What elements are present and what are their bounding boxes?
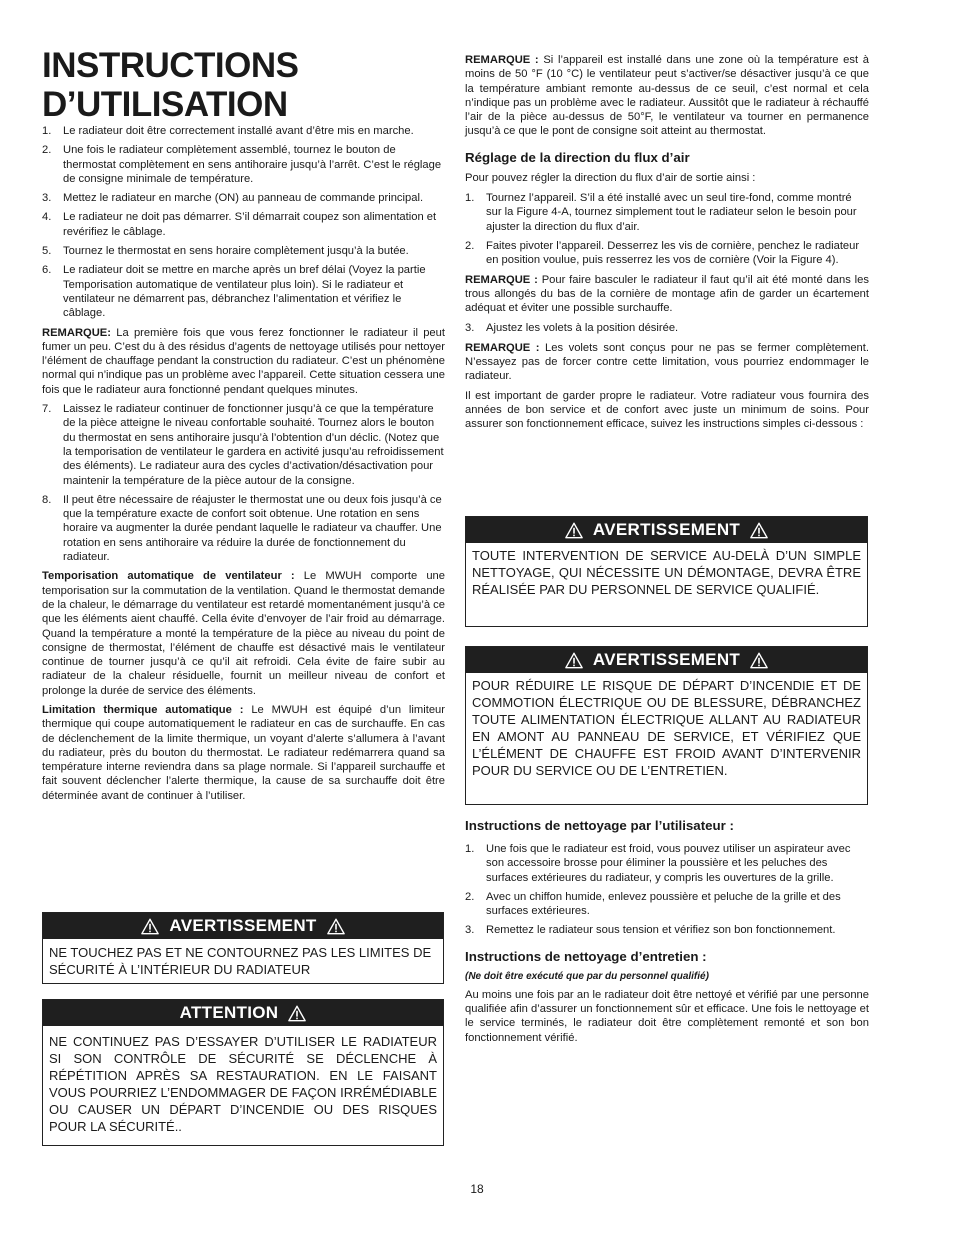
step-5: 5. Tournez le thermostat en sens horaire complètement jusqu’à la butée. — [42, 245, 409, 258]
maintenance-subtitle: (Ne doit être exécuté que par du personnel qualifié) — [465, 970, 709, 982]
warning-title: AVERTISSEMENT — [592, 650, 741, 669]
section-heading-user-cleaning: Instructions de nettoyage par l’utilisateur : — [465, 818, 734, 833]
temporisation-paragraph: Temporisation automatique de ventilateur : Le MWUH comporte une temporisation sur la commutation de la ventilation. Quand le thermostat demande de la chaleur, le démarrage du ventilateur est retardé momentanément jusqu’à ce que les éléments aient chauffé. Cella évite d’envoyer de l’air froid au démarrage. Quand la température a monté la température de la pièce au niveau du point de consigne de thermostat, l’élément de chauffe est désactivé mais le ventilateur continue de tourner jusqu’à ce qu’il ait refroidi. Cela évite de faire subir au radiateur de la chaleur résiduelle, fournit un meilleur niveau de confort et prolonge la durée de service des éléments. — [42, 570, 446, 697]
user-step-1: 1. Une fois que le radiateur est froid, vous pouvez utiliser un aspirateur avec son accessoire brosse pour éliminer la poussière et les peluches des surfaces extérieures du radiateur, y compris les ouvertures de la grille. — [465, 843, 851, 884]
remarque-1: REMARQUE: La première fois que vous ferez fonctionner le radiateur il peut fumer un peu. C’est du à des résidus d’agents de nettoyage utilisés pour nettoyer l’élément de chauffage pendant la construction du radiateur. C’est un phénomène normal qui n’indique pas un problème avec l’appareil. Cette situation cessera une fois que le radiateur aura fonctionné pendant quelques minutes. — [42, 326, 445, 396]
page-number: 18 — [470, 1182, 484, 1196]
limitation-paragraph: Limitation thermique automatique : Le MWUH est équipé d’un limiteur thermique qui coupe automatiquement le radiateur en cas de surchauffe. En cas de déclenchement de la limite thermique, un voyant d’alerte s’allumera à l’avant du radiateur, près du bouton du thermostat. Le radiateur redémarrera quand sa température interne reviendra dans sa plage normale. Si l’appareil surchauffe et fait souvent déclencher l’alerte thermique, la cause de sa surchauffe doit être déterminée avant de continuer à l’utiliser. — [42, 703, 445, 802]
attention-box — [42, 999, 444, 1146]
warning-triangle-icon — [327, 918, 345, 935]
step-2: 2. Une fois le radiateur complètement assemblé, tournez le bouton de thermostat complètement en sens antihoraire jusqu’à l’arrêt. C’est le réglage de consigne minimale de température. — [42, 144, 442, 185]
warning-header — [43, 913, 443, 939]
attention-text: NE CONTINUEZ PAS D’ESSAYER D’UTILISER LE RADIATEUR SI SON CONTRÔLE DE SÉCURITÉ SE DÉCLENCHE À RÉPÉTITION APRÈS SA RESTAURATION. EN LE FAISANT VOUS POURRIEZ L’ENDOMMAGER DE FAÇON IRRÉMÉDIABLE OU CAUSER UN DÉPART D’INCENDIE OU DES RISQUES POUR LA SÉCURITÉ.. — [49, 1034, 437, 1134]
step-1: 1. Le radiateur doit être correctement installé avant d’être mis en marche. — [42, 125, 414, 137]
entretien-intro: Il est important de garder propre le radiateur. Votre radiateur vous fournira des années de bon service et de confort avec juste un minimum de soins. Pour assurer son fonctionnement efficace, suivez les instructions simples ci-dessous : — [465, 389, 869, 431]
remarque-4: REMARQUE : Les volets sont conçus pour ne pas se fermer complètement. N’essayez pas de forcer contre cette limitation, vous pourriez endommager le radiateur. — [465, 341, 869, 383]
warning-triangle-icon — [565, 522, 583, 539]
steps-a — [42, 124, 445, 803]
warning-box-fire — [465, 646, 868, 805]
warning-triangle-icon — [750, 522, 768, 539]
page-title: INSTRUCTIONS D’UTILISATION — [42, 46, 299, 124]
right-bottom — [465, 818, 869, 1045]
remarque-3: REMARQUE : Pour faire basculer le radiateur il faut qu’il ait été monté dans les trous allongés du bas de la cornière de montage afin de garder un écartement adéquat et éviter une possible surchauffe. — [465, 273, 869, 315]
step-8: 8. Il peut être nécessaire de réajuster le thermostat une ou deux fois jusqu’à ce que la température exacte de confort soit obtenue. Une rotation en sens horaire va augmenter la durée pendant laquelle le radiateur va chauffer. Une rotation en sens antihoraire va réduire la durée de fonctionnement du radiateur. — [42, 493, 442, 564]
warning-triangle-icon — [750, 652, 768, 669]
reglage-intro: Pour pouvez régler la direction du flux d’air de sortie ainsi : — [465, 171, 756, 184]
right-top — [465, 53, 869, 432]
step-7: 7. Laissez le radiateur continuer de fonctionner jusqu’à ce que la température de la pièce atteigne le niveau confortable souhaité. Tournez alors le bouton du thermostat en sens antihoraire jusqu’à l’obtention d’un déclic. (Notez que la temporisation de ventilateur le gardera en activité jusqu’au refroidissement des éléments). Le radiateur aura des cycles d’activation/désactivation pour maintenir la température de la pièce autour de la consigne. — [42, 403, 444, 487]
section-heading-reglage: Réglage de la direction du flux d’air — [465, 149, 690, 165]
warning-triangle-icon — [565, 652, 583, 669]
warning-box-limits — [42, 912, 444, 984]
step-4: 4. Le radiateur ne doit pas démarrer. S’il démarrait coupez son alimentation et revérifiez le câblage. — [42, 211, 437, 238]
warning-title: AVERTISSEMENT — [169, 916, 317, 935]
warning-header — [466, 647, 867, 673]
user-step-3: 3. Remettez le radiateur sous tension et vérifiez son bon fonctionnement. — [465, 924, 836, 937]
warning-triangle-icon — [141, 918, 159, 935]
maintenance-paragraph: Au moins une fois par an le radiateur doit être nettoyé et vérifié par une personne qualifiée afin d’assurer un fonctionnement sûr et efficace. Une fois le nettoyage et le service terminés, le radiateur doit être complètement remonté et son bon fonctionnement vérifié. — [465, 988, 869, 1044]
attention-title: ATTENTION — [179, 1003, 279, 1022]
warning-text: POUR RÉDUIRE LE RISQUE DE DÉPART D’INCENDIE ET DE COMMOTION ÉLECTRIQUE OU DE BLESSURE, DÉBRANCHEZ TOUTE ALIMENTATION ÉLECTRIQUE ALLANT AU RADIATEUR EN AMONT AU PANNEAU DE SERVICE, ET VÉRIFIEZ QUE L’ÉLÉMENT DE CHAUFFE EST FROID AVANT D’INTERVENIR POUR DU SERVICE OU DE L’ENTRETIEN. — [472, 678, 861, 778]
user-step-2: 2. Avec un chiffon humide, enlevez poussière et peluche de la grille et des surfaces extérieures. — [465, 890, 841, 918]
reglage-step-1: 1. Tournez l’appareil. S’il a été installé avec un seul tire-fond, comme montré sur la Figure 4-A, tournez simplement tout le radiateur selon le besoin pour ajuster la direction du flux d’air. — [465, 192, 857, 233]
warning-header — [466, 517, 867, 543]
reglage-step-3: 3. Ajustez les volets à la position désirée. — [465, 322, 679, 335]
warning-box-service — [465, 516, 868, 627]
warning-triangle-icon — [288, 1005, 306, 1022]
step-6: 6. Le radiateur doit se mettre en marche après un bref délai (Voyez la partie Temporisation automatique de ventilateur plus loin). Si le radiateur et ventilateur ne démarrent pas, débranchez l’alimentation et vérifiez le câblage. — [42, 264, 426, 320]
warning-text: TOUTE INTERVENTION DE SERVICE AU-DELÀ D’UN SIMPLE NETTOYAGE, QUI NÉCESSITE UN DÉMONTAGE, DEVRA ÊTRE RÉALISÉE PAR DU PERSONNEL DE SERVICE QUALIFIÉ. — [472, 548, 861, 597]
remarque-2: REMARQUE : Si l’appareil est installé dans une zone où la température est à moins de 50 °F (10 °C) le ventilateur peut s’activer/se désactiver jusqu’à ce que la température ambiant remonte au-dessus de ce seuil, c’est normal et cela n’indique pas un problème avec le radiateur. Aussitôt que le radiateur à réchauffé l’air de la pièce au-dessus de 50°F, le ventilateur va tourner en permanence jusqu’à ce que le pont de consigne soit atteint au thermostat. — [465, 54, 869, 138]
reglage-step-2: 2. Faites pivoter l’appareil. Desserrez les vis de cornière, penchez le radiateur en position voulue, puis resserrez les vos de cornière (Voir la Figure 4). — [465, 239, 860, 267]
step-3: 3. Mettez le radiateur en marche (ON) au panneau de commande principal. — [42, 192, 424, 205]
section-heading-maintenance: Instructions de nettoyage d’entretien : — [465, 948, 707, 964]
warning-text: NE TOUCHEZ PAS ET NE CONTOURNEZ PAS LES LIMITES DE SÉCURITÉ À L’INTÉRIEUR DU RADIATEUR — [49, 945, 432, 977]
attention-header — [43, 1000, 443, 1026]
warning-title: AVERTISSEMENT — [592, 520, 741, 539]
